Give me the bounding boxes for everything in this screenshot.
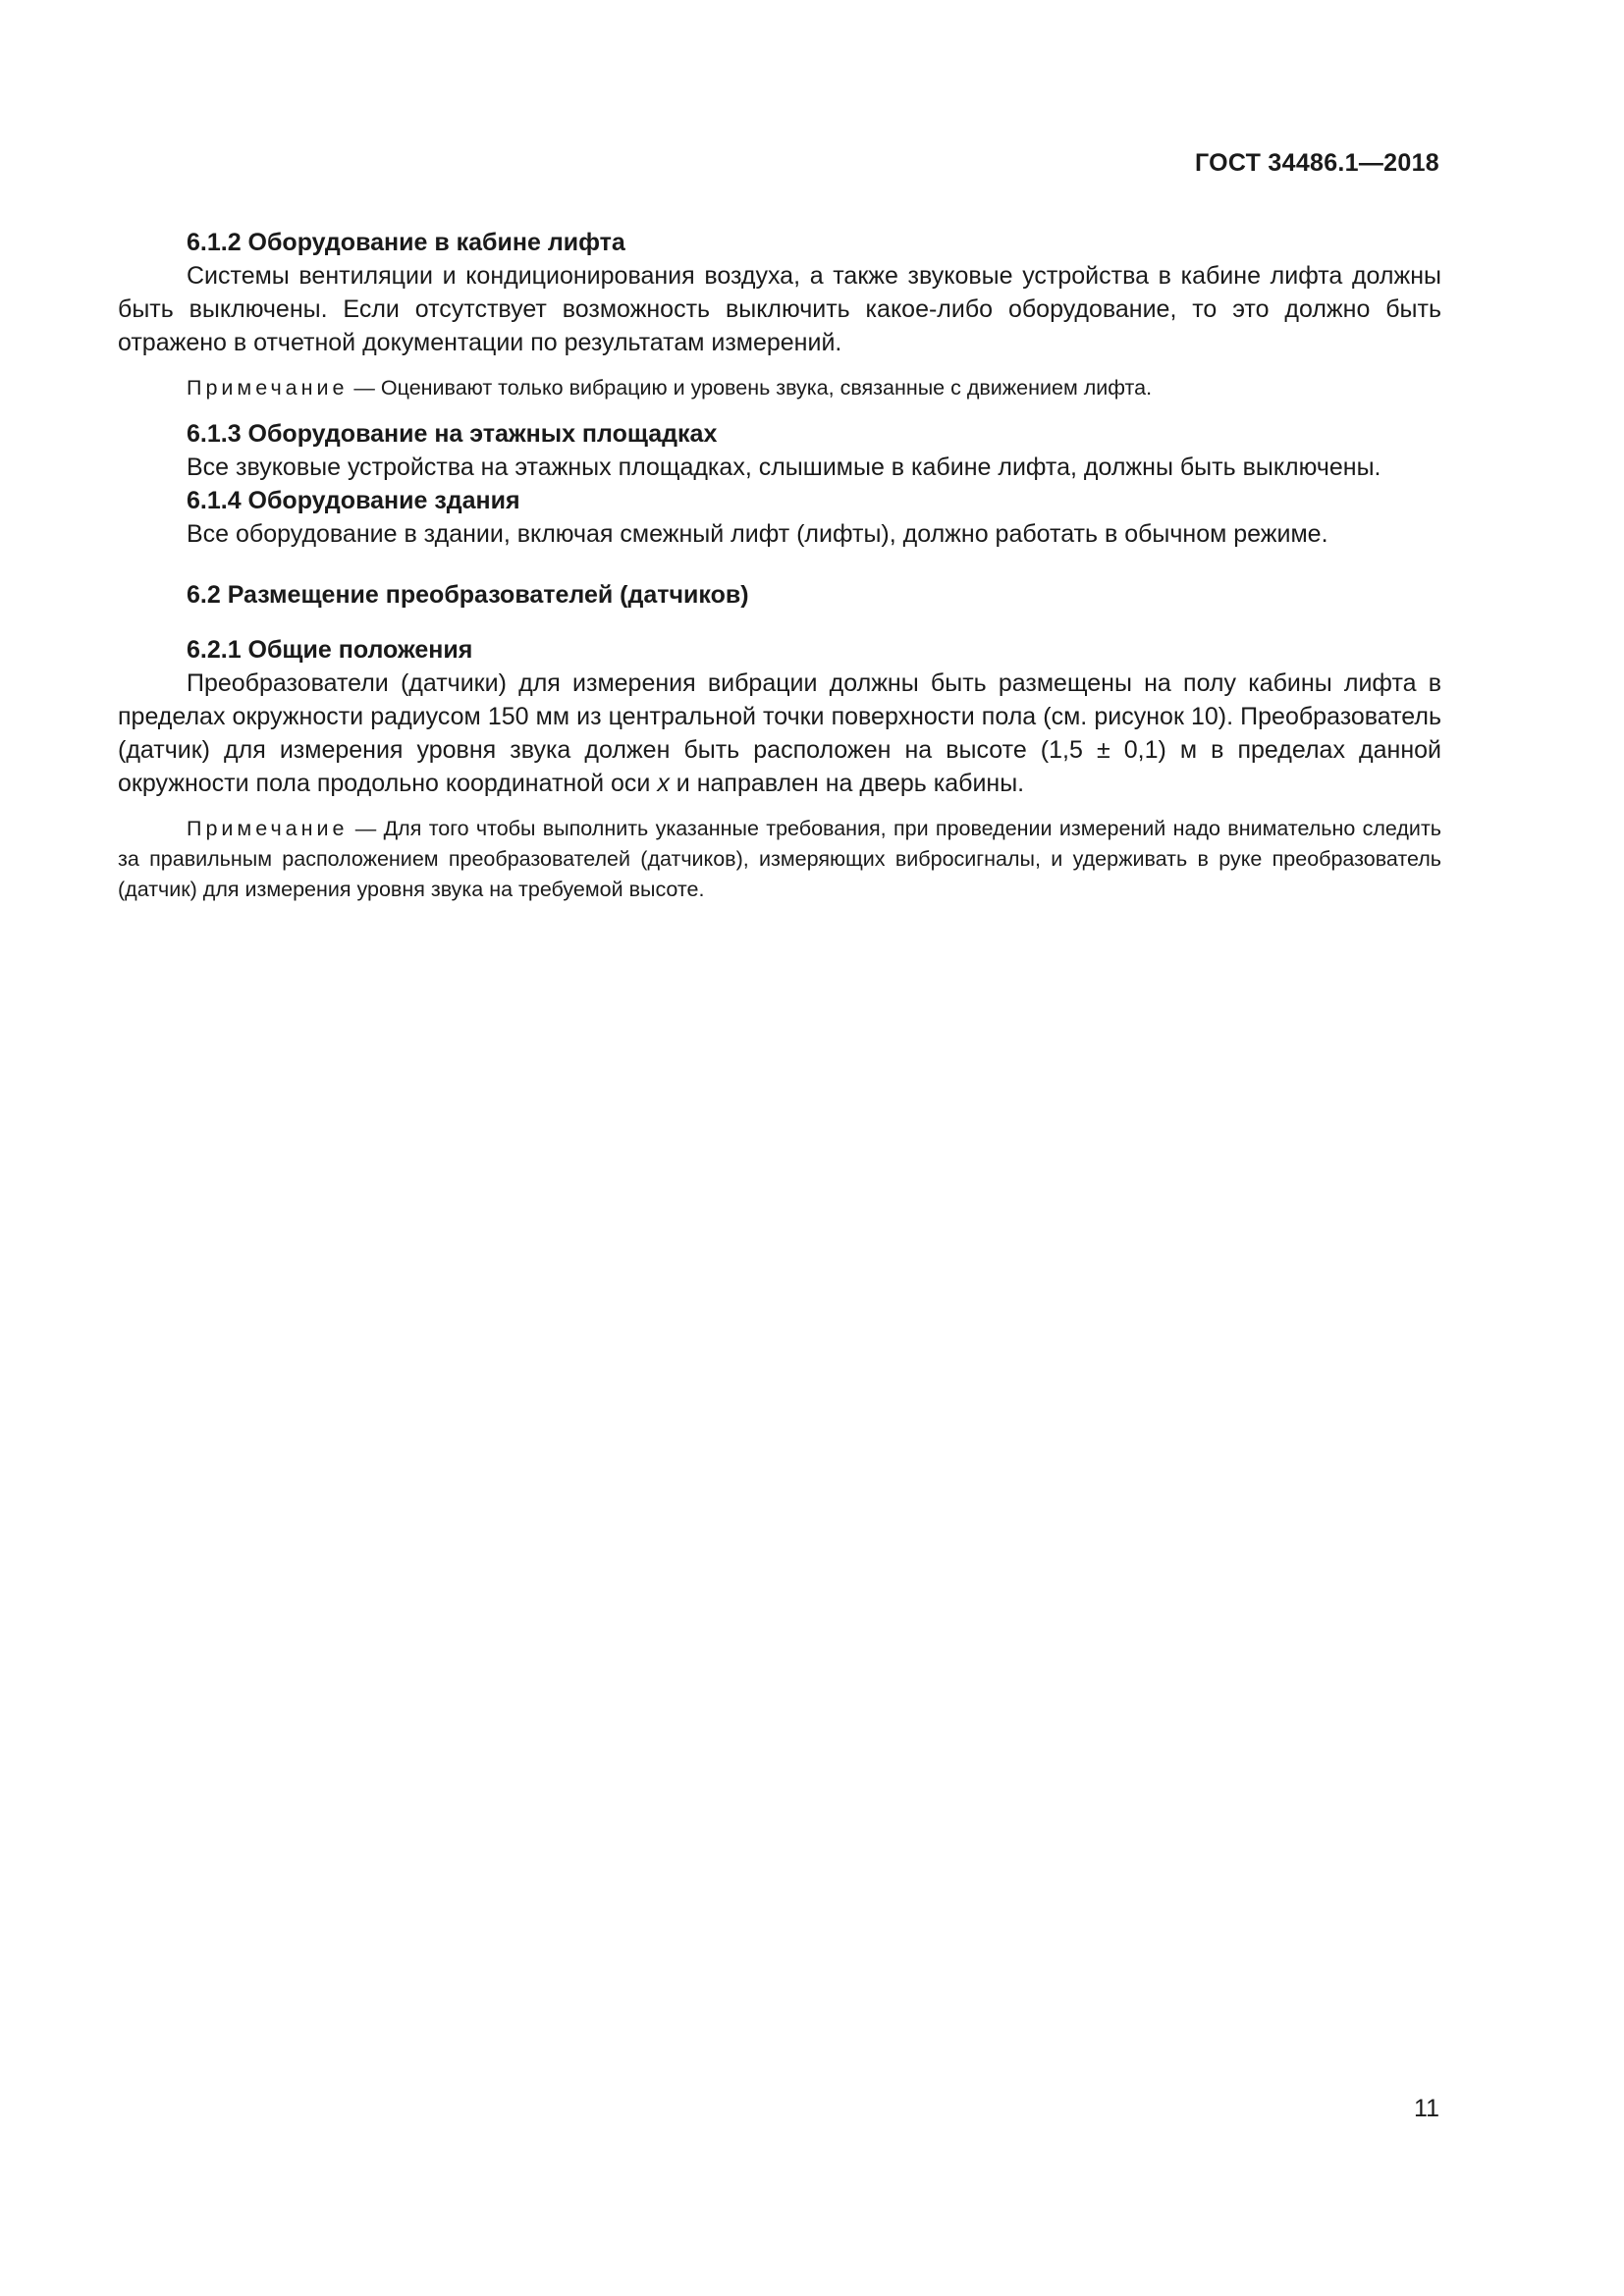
paragraph-6-1-3: Все звуковые устройства на этажных площадках, слышимые в кабине лифта, должны быть выключены. [187, 454, 1381, 481]
heading-6-1-2: 6.1.2 Оборудование в кабине лифта [187, 229, 625, 256]
paragraph-text: Преобразователи (датчики) для измерения вибрации должны быть размещены на полу кабины лифта в пределах окружности радиусом 150 мм из центральной точки поверхности пола (см. рисунок 10). Преобразователь (датчик) для измерения уровня звука должен быть расположен на высоте (1,5 ± 0,1) м в пределах данной окружности пола продольно координатной оси [118, 669, 1441, 797]
note-text: — Для того чтобы выполнить указанные требования, при проведении измерений надо внимательно следить за правильным расположением преобразователей (датчиков), измеряющих вибросигналы, и удерживать в руке преобразователь (датчик) для измерения уровня звука на требуемой высоте. [118, 817, 1441, 901]
paragraph-text-end: и направлен на дверь кабины. [669, 770, 1025, 797]
note-text: — Оценивают только вибрацию и уровень звука, связанные с движением лифта. [348, 376, 1153, 400]
heading-6-1-3: 6.1.3 Оборудование на этажных площадках [187, 420, 718, 448]
note-label: Примечание [187, 817, 349, 840]
paragraph-6-1-4: Все оборудование в здании, включая смежный лифт (лифты), должно работать в обычном режиме. [187, 520, 1328, 548]
page-number: 11 [1414, 2095, 1439, 2122]
note-6-1-2 [118, 373, 1441, 403]
heading-6-2-1: 6.2.1 Общие положения [187, 636, 473, 664]
document-body [118, 226, 1441, 905]
note-label: Примечание [187, 376, 349, 400]
paragraph-6-1-2: Системы вентиляции и кондиционирования воздуха, а также звуковые устройства в кабине лифта должны быть выключены. Если отсутствует возможность выключить какое-либо оборудование, то это должно быть отражено в отчетной документации по результатам измерений. [118, 262, 1441, 356]
document-code: ГОСТ 34486.1—2018 [1194, 149, 1439, 177]
heading-6-1-4: 6.1.4 Оборудование здания [187, 487, 520, 514]
note-6-2-1 [118, 814, 1441, 905]
paragraph-6-2-1 [118, 667, 1441, 800]
axis-symbol: x [657, 770, 670, 797]
heading-6-2: 6.2 Размещение преобразователей (датчиков) [187, 581, 749, 609]
